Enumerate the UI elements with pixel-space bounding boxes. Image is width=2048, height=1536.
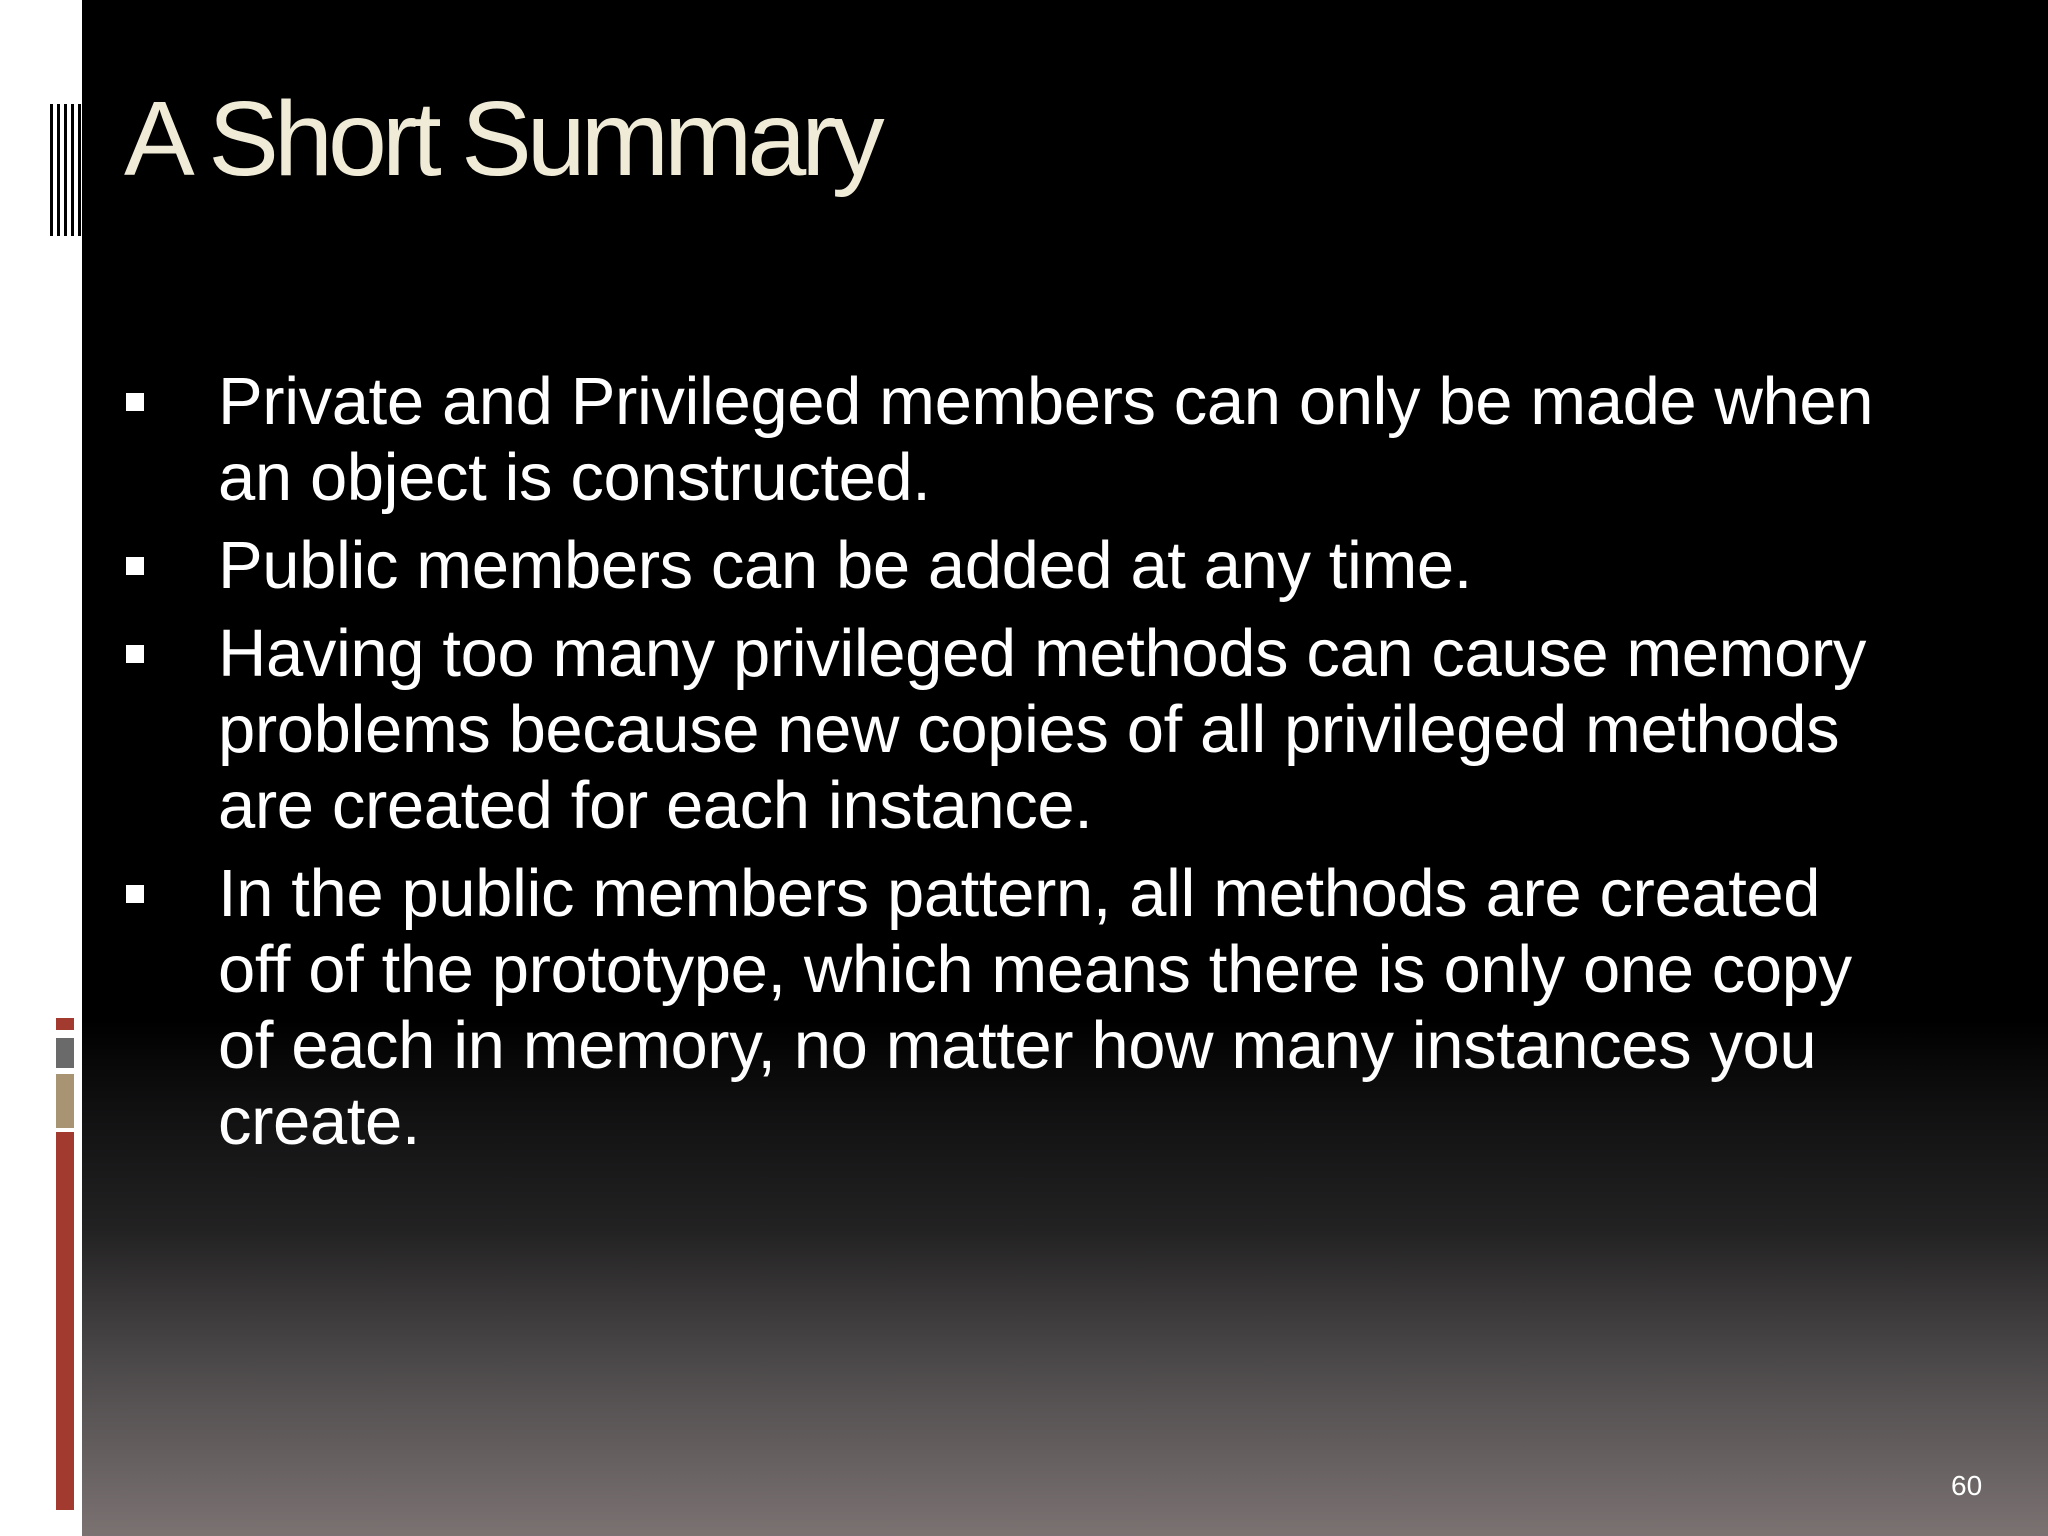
bullet-text-1: Private and Privileged members can only be made when an object is constructed.	[218, 364, 1874, 515]
accent-bar-red-bottom	[56, 1132, 74, 1510]
square-bullet-icon	[126, 645, 144, 663]
page-number: 60	[1951, 1470, 1983, 1501]
accent-bar-gray	[56, 1038, 74, 1068]
main-content-panel	[82, 0, 2048, 1536]
bullet-text-2: Public members can be added at any time.	[218, 528, 1472, 603]
bullet-list	[126, 364, 1906, 1172]
left-sidebar	[0, 0, 82, 1536]
bullet-item-2	[126, 528, 1906, 604]
accent-bar-red-top	[56, 1018, 74, 1030]
bullet-item-1	[126, 364, 1906, 516]
bullet-item-3	[126, 616, 1906, 844]
bullet-text-4: In the public members pattern, all methods are created off of the prototype, which means there is only one copy of each in memory, no matter how many instances you create.	[218, 856, 1852, 1159]
vertical-stripes-icon	[50, 104, 82, 236]
slide-title: A Short Summary	[124, 80, 880, 198]
square-bullet-icon	[126, 393, 144, 411]
bullet-text-3: Having too many privileged methods can cause memory problems because new copies of all privileged methods are created for each instance.	[218, 616, 1866, 843]
accent-bar-tan	[56, 1074, 74, 1128]
bullet-item-4	[126, 856, 1906, 1160]
square-bullet-icon	[126, 885, 144, 903]
square-bullet-icon	[126, 557, 144, 575]
